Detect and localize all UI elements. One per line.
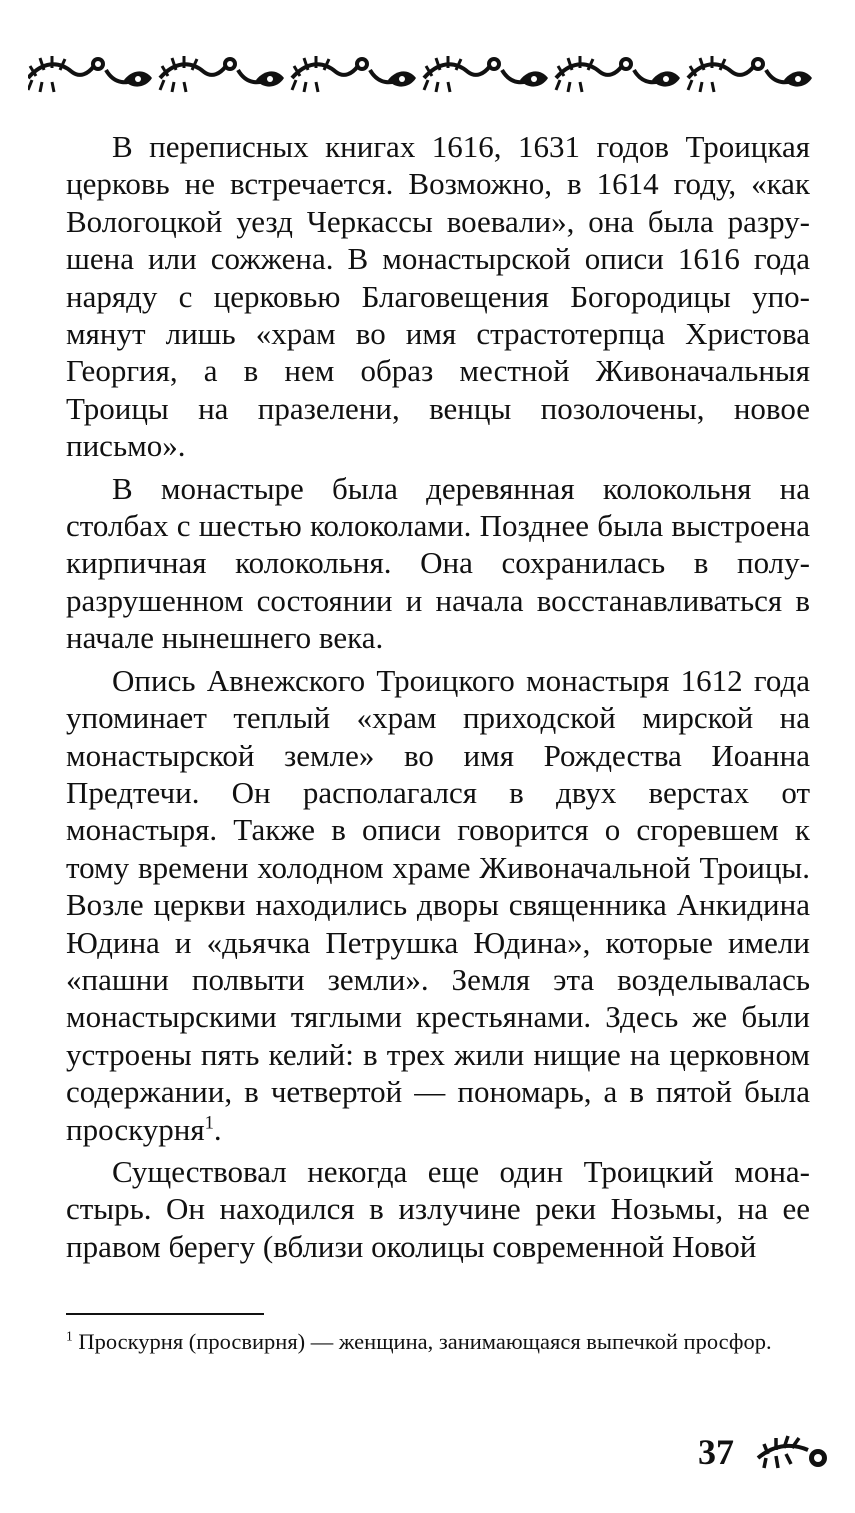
paragraph-4: Существовал некогда еще один Троицкий монастырь. Он находился в излучине реки Нозьмы, на ее правом берегу (вблизи околицы современной Новой [66, 1153, 810, 1264]
footnote-divider [66, 1313, 264, 1315]
footnote [66, 1325, 810, 1359]
page-number: 37 [698, 1432, 734, 1472]
floral-ornament-header [28, 40, 828, 104]
paragraph-2: В монастыре была деревянная колокольня на столбах с шестью колоколами. Позднее была выстроена кирпичная колокольня. Она сохранилась в полуразрушенном состоянии и начала восстанавливаться в начале нынешнего века. [66, 470, 810, 656]
paragraph-1: В переписных книгах 1616, 1631 годов Троицкая церковь не встречается. Возможно, в 1614 году, «как Вологоцкой уезд Черкассы воевали», она была разрушена или сожжена. В монастырской описи 1616 года наряду с церковью Благовещения Богородицы упомянут лишь «храм во имя страстотерпца Христова Георгия, а в нем образ местной Живоначальныя Троицы на празелени, венцы позолочены, новое письмо». [66, 129, 810, 464]
leaf-ornament-icon [756, 1432, 830, 1474]
footnote-reference: 1 [204, 1112, 214, 1134]
footnote-number: 1 [66, 1328, 73, 1344]
paragraph-3: Опись Авнежского Троицкого монастыря 1612 года упоминает теплый «храм приходской мирской на монастырской земле» во имя Рождества Иоанна Предтечи. Он располагался в двух верстах от монастыря. Также в описи говорится о сгоревшем к тому времени холодном храме Живоначальной Троицы. Возле церкви находились дворы священника Анкидина Юдина и «дьячка Петрушка Юдина», которые имели «пашни полвыти земли». Земля эта возделывалась монастырскими тяглыми крестьянами. Здесь же были устроены пять келий: в трех жили нищие на церковном содержании, в четвертой — пономарь, а в пятой была проскурня$^1$. [66, 662, 810, 1147]
footnote-text: Проскурня (просвирня) — женщина, занимающаяся выпечкой просфор. [72, 1329, 772, 1354]
main-text [66, 128, 810, 1265]
